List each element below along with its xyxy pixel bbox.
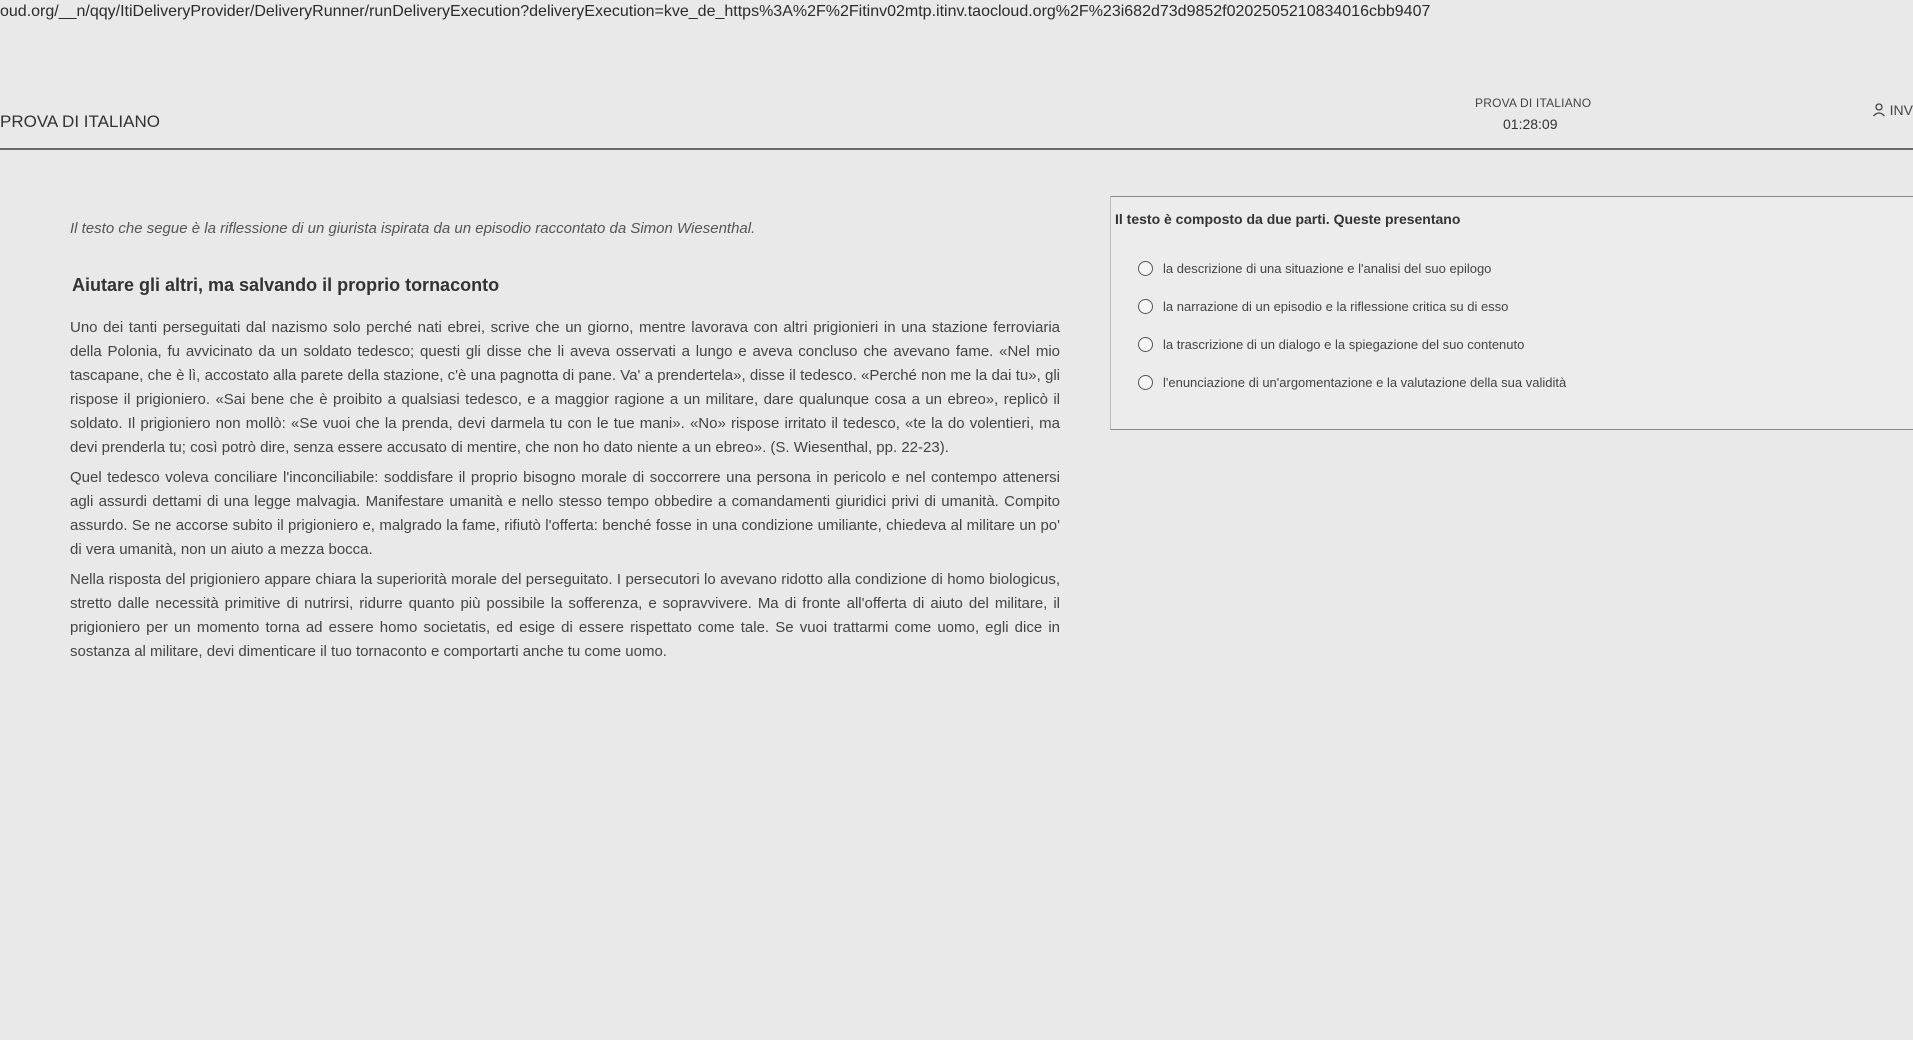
- test-title: PROVA DI ITALIANO: [0, 112, 160, 131]
- passage-title: Aiutare gli altri, ma salvando il proprio tornaconto: [72, 275, 500, 295]
- radio-button-icon[interactable]: [1138, 299, 1153, 314]
- timer: [1475, 96, 1591, 132]
- user-icon: [1872, 103, 1886, 117]
- passage-paragraph: Uno dei tanti perseguitati dal nazismo solo perché nati ebrei, scrive che un giorno, mentre lavorava con altri prigionieri in una stazione ferroviaria della Polonia, fu avvicinato da un soldato tedesco; questi gli disse che li aveva osservati a lungo e aveva concluso che avevano fame. «Nel mio tascapane, che è lì, accostato alla parete della stazione, c'è una pagnotta di pane. Va' a prendertela», disse il tedesco. «Perché non me la dai tu», gli rispose il prigioniero. «Sai bene che è proibito a qualsiasi tedesco, e a maggior ragione a un militare, dare qualunque cosa a un ebreo», replicò il soldato. Il prigioniero non mollò: «Se vuoi che la prenda, devi darmela tu con le tue mani». «No» rispose irritato il tedesco, «te la do volentieri, ma devi prenderla tu; così potrò dire, senza essere accusato di mentire, che non ho dato niente a un ebreo». (S. Wiesenthal, pp. 22-23).: [70, 319, 1060, 456]
- answer-option-a[interactable]: [1138, 261, 1491, 276]
- test-header: [0, 80, 1913, 150]
- answer-option-c[interactable]: [1138, 337, 1524, 352]
- answer-option-label: la narrazione di un episodio e la riflessione critica su di esso: [1163, 299, 1509, 314]
- passage-paragraph: Quel tedesco voleva conciliare l'inconciliabile: soddisfare il proprio bisogno morale di soccorrere una persona in pericolo e nel contempo attenersi agli assurdi dettami di una legge malvagia. Manifestare umanità e nello stesso tempo obbedire a comandamenti giuridici privi di umanità. Compito assurdo. Se ne accorse subito il prigioniero e, malgrado la fame, rifiutò l'offerta: benché fosse in una condizione umiliante, chiedeva al militare un po' di vera umanità, non un aiuto a mezza bocca.: [70, 469, 1060, 558]
- user-menu[interactable]: [1872, 102, 1913, 118]
- passage-intro: Il testo che segue è la riflessione di un giurista ispirata da un episodio raccontato da Simon Wiesenthal.: [70, 220, 756, 237]
- radio-button-icon[interactable]: [1138, 375, 1153, 390]
- timer-label: PROVA DI ITALIANO: [1475, 96, 1592, 110]
- timer-value: 01:28:09: [1503, 116, 1558, 132]
- answer-option-label: la trascrizione di un dialogo e la spiegazione del suo contenuto: [1163, 337, 1525, 352]
- radio-button-icon[interactable]: [1138, 337, 1153, 352]
- user-label: INV: [1889, 102, 1913, 118]
- answer-option-label: la descrizione di una situazione e l'analisi del suo epilogo: [1163, 261, 1492, 276]
- answer-option-b[interactable]: [1138, 299, 1508, 314]
- answer-option-label: l'enunciazione di un'argomentazione e la valutazione della sua validità: [1163, 375, 1567, 390]
- radio-button-icon[interactable]: [1138, 261, 1153, 276]
- passage-paragraph: Nella risposta del prigioniero appare chiara la superiorità morale del perseguitato. I persecutori lo avevano ridotto alla condizione di homo biologicus, stretto dalle necessità primitive di nutrirsi, ridurre quanto più possibile la sofferenza, e sopravvivere. Ma di fronte all'offerta di aiuto del militare, il prigioniero per un momento torna ad essere homo societatis, ed esige di essere rispettato come tale. Se vuoi trattarmi come uomo, egli dice in sostanza al militare, devi dimenticare il tuo tornaconto e comportarti anche tu come uomo.: [70, 571, 1060, 660]
- reading-passage: [70, 220, 1070, 670]
- answer-option-d[interactable]: [1138, 375, 1566, 390]
- question-panel: [1110, 196, 1913, 430]
- question-prompt: Il testo è composto da due parti. Queste presentano: [1115, 211, 1461, 227]
- browser-url-bar[interactable]: oud.org/__n/qqy/ItiDeliveryProvider/DeliveryRunner/runDeliveryExecution?deliveryExecution=kve_de_https%3A%2F%2Fitinv02mtp.itinv.taocloud.org%2F%23i682d73d9852f0202505210834016cbb9407: [0, 3, 1431, 20]
